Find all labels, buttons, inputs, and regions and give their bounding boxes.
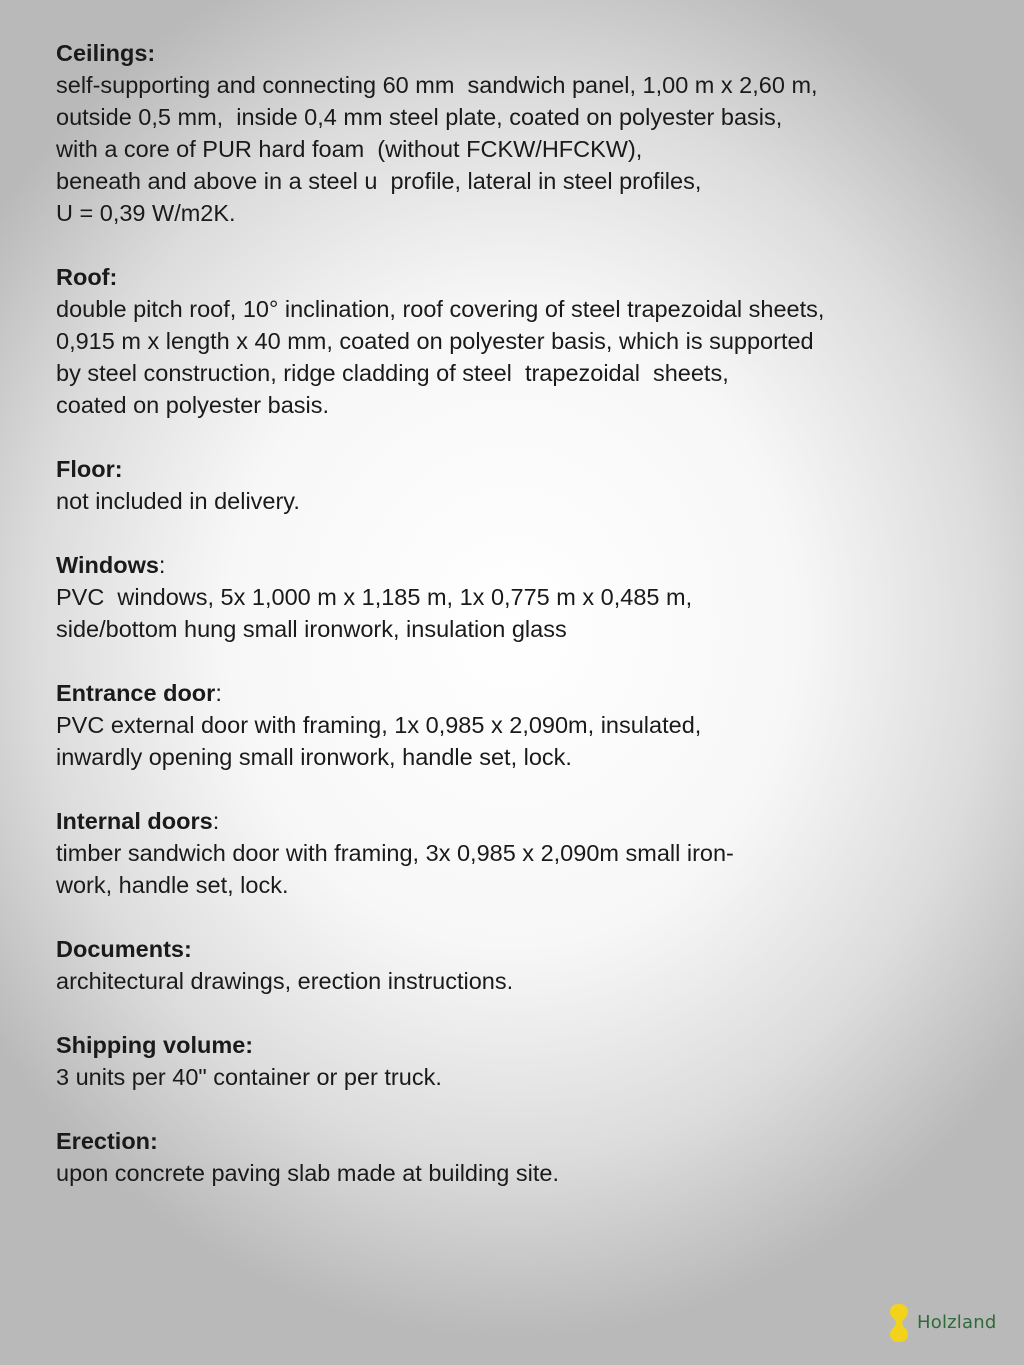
heading-text: Documents: [56, 936, 192, 962]
text-line: U = 0,39 W/m2K. [56, 200, 236, 226]
section-erection [56, 1125, 956, 1189]
section-heading [56, 453, 956, 485]
section-shipping-volume [56, 1029, 956, 1093]
section-internal-doors [56, 805, 956, 901]
text-line: outside 0,5 mm, inside 0,4 mm steel plate, coated on polyester basis, [56, 104, 783, 130]
section-heading [56, 1125, 956, 1157]
holzland-logo [888, 1303, 1008, 1343]
heading-text: Windows [56, 552, 159, 578]
document-body [56, 37, 956, 1221]
heading-text: Internal doors [56, 808, 213, 834]
text-line: self-supporting and connecting 60 mm sandwich panel, 1,00 m x 2,60 m, [56, 72, 818, 98]
text-line: coated on polyester basis. [56, 392, 330, 418]
section-heading [56, 549, 956, 581]
section-heading [56, 1029, 956, 1061]
text-line: work, handle set, lock. [56, 872, 289, 898]
text-line: inwardly opening small ironwork, handle set, lock. [56, 744, 572, 770]
heading-colon: : [158, 552, 166, 578]
text-line: with a core of PUR hard foam (without FCKW/HFCKW), [56, 136, 643, 162]
text-line: side/bottom hung small ironwork, insulation glass [56, 616, 567, 642]
text-line: 3 units per 40" container or per truck. [56, 1064, 442, 1090]
heading-text: Shipping volume: [56, 1032, 254, 1058]
text-line: PVC external door with framing, 1x 0,985 x 2,090m, insulated, [56, 712, 702, 738]
logo-text: Holzland [917, 1312, 997, 1333]
section-heading [56, 677, 956, 709]
section-windows [56, 549, 956, 645]
section-documents [56, 933, 956, 997]
text-line: architectural drawings, erection instructions. [56, 968, 514, 994]
section-floor [56, 453, 956, 517]
heading-text: Roof: [56, 264, 118, 290]
text-line: 0,915 m x length x 40 mm, coated on polyester basis, which is supported [56, 328, 814, 354]
heading-text: Floor: [56, 456, 123, 482]
section-heading [56, 933, 956, 965]
heading-text: Erection: [56, 1128, 158, 1154]
section-heading [56, 805, 956, 837]
section-ceilings [56, 37, 956, 229]
heading-colon: : [215, 680, 222, 706]
heading-text: Entrance door [56, 680, 216, 706]
section-heading [56, 37, 956, 69]
section-roof [56, 261, 956, 421]
section-entrance-door [56, 677, 956, 773]
text-line: PVC windows, 5x 1,000 m x 1,185 m, 1x 0,775 m x 0,485 m, [56, 584, 693, 610]
heading-text: Ceilings: [56, 40, 156, 66]
text-line: by steel construction, ridge cladding of steel trapezoidal sheets, [56, 360, 729, 386]
heading-colon: : [212, 808, 220, 834]
holzland-logo-icon [888, 1303, 910, 1343]
text-line: timber sandwich door with framing, 3x 0,985 x 2,090m small iron- [56, 840, 734, 866]
section-heading [56, 261, 956, 293]
text-line: beneath and above in a steel u profile, lateral in steel profiles, [56, 168, 702, 194]
text-line: double pitch roof, 10° inclination, roof covering of steel trapezoidal sheets, [56, 296, 825, 322]
text-line: upon concrete paving slab made at building site. [56, 1160, 559, 1186]
text-line: not included in delivery. [56, 488, 300, 514]
